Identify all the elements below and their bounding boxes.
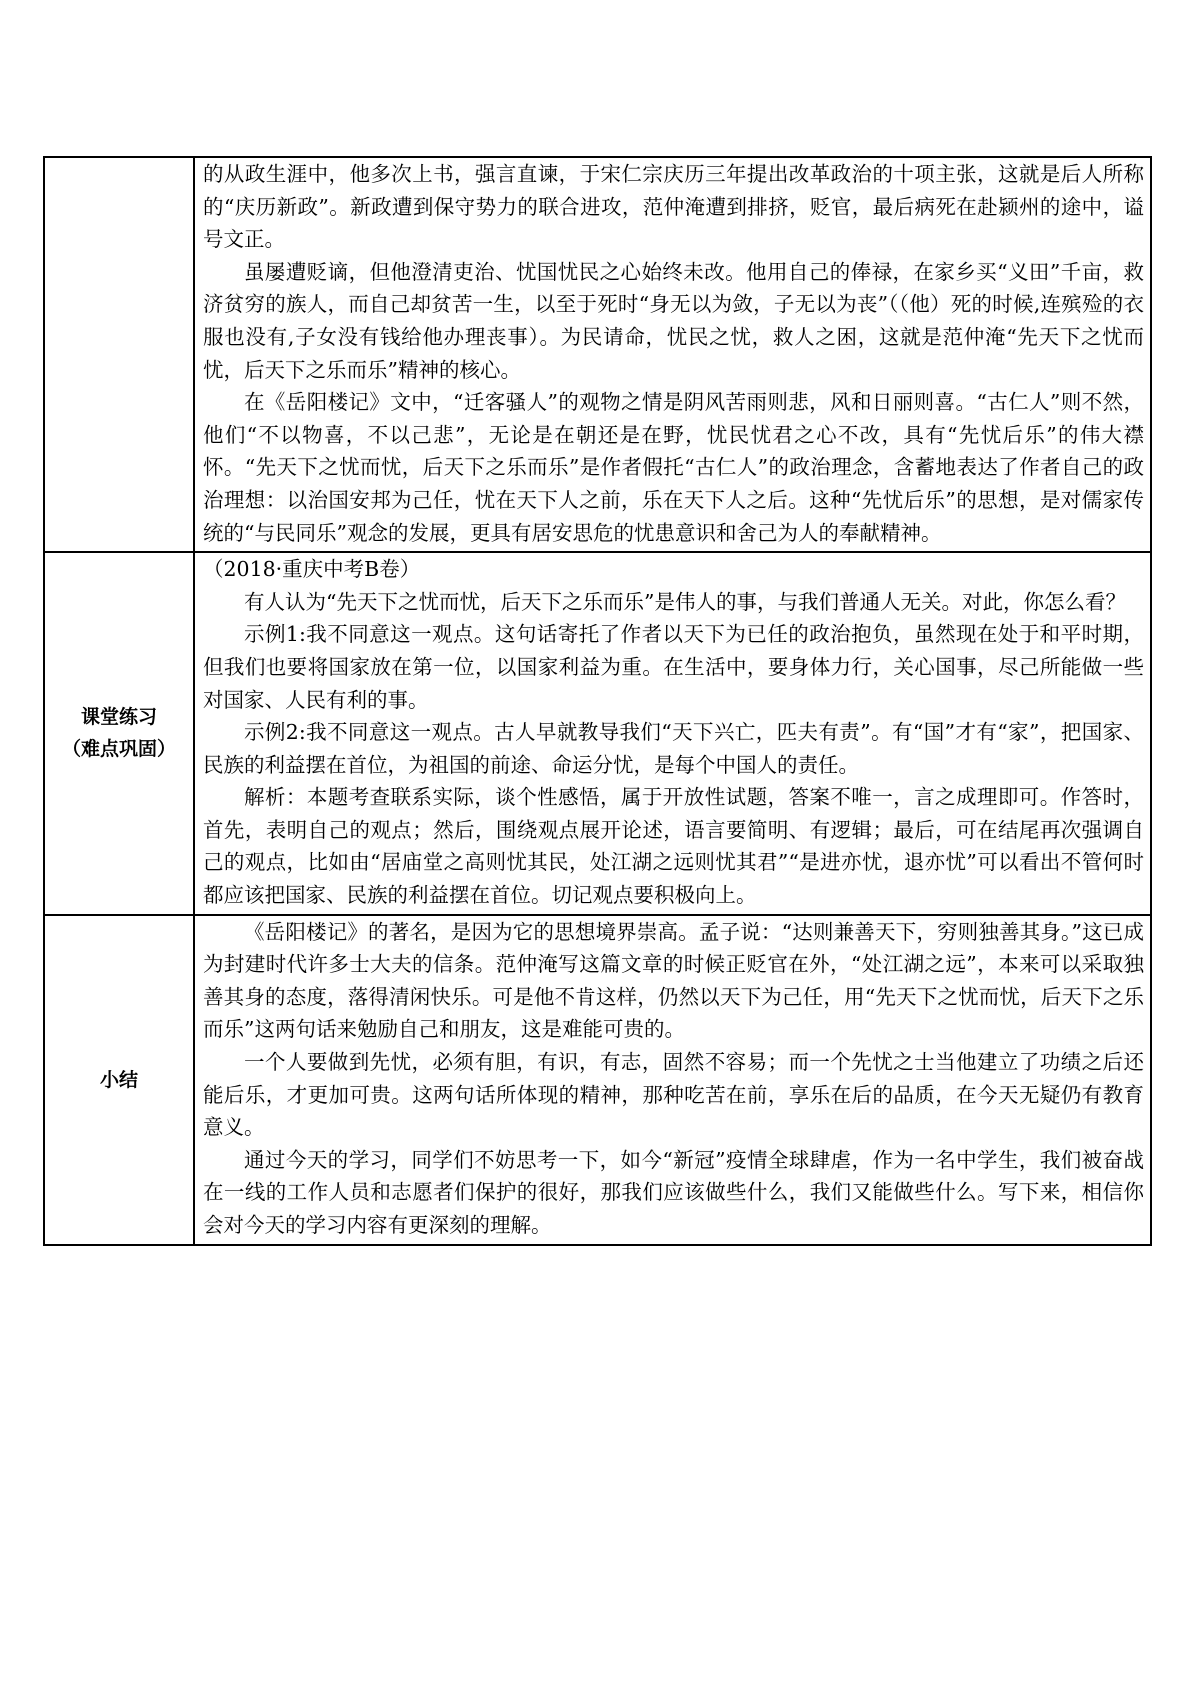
row-label-cell (44, 552, 194, 915)
paragraph: （2018·重庆中考B卷） (203, 557, 421, 582)
paragraph: 一个人要做到先忧，必须有胆，有识，有志，固然不容易；而一个先忧之士当他建立了功绩之后还能后乐，才更加可贵。这两句话所体现的精神，那种吃苦在前，享乐在后的品质，在今天无疑仍有教育意义。 (203, 1050, 1144, 1140)
lesson-table (43, 156, 1152, 1246)
table-row (44, 157, 1151, 552)
table-row (44, 552, 1151, 915)
paragraph: 虽屡遭贬谪，但他澄清吏治、忧国忧民之心始终未改。他用自己的俸禄，在家乡买“义田”千亩，救济贫穷的族人，而自己却贫苦一生，以至于死时“身无以为敛，子无以为丧”（（他）死的时候,连殡殓的衣服也没有,子女没有钱给他办理丧事）。为民请命，忧民之忧，救人之困，这就是范仲淹“先天下之忧而忧，后天下之乐而乐”精神的核心。 (203, 259, 1144, 382)
section-label: 课堂练习 (80, 706, 157, 729)
section-label: 小结 (99, 1068, 138, 1091)
row-content-cell (194, 552, 1151, 915)
table-row (44, 915, 1151, 1245)
section-sublabel: （难点巩固） (61, 738, 176, 761)
paragraph: 《岳阳楼记》的著名，是因为它的思想境界崇高。孟子说：“达则兼善天下，穷则独善其身。”这已成为封建时代许多士大夫的信条。范仲淹写这篇文章的时候正贬官在外，“处江湖之远”，本来可以采取独善其身的态度，落得清闲快乐。可是他不肯这样，仍然以天下为己任，用“先天下之忧而忧，后天下之乐而乐”这两句话来勉励自己和朋友，这是难能可贵的。 (203, 919, 1144, 1042)
paragraph: 有人认为“先天下之忧而忧，后天下之乐而乐”是伟人的事，与我们普通人无关。对此，你怎么看？ (244, 589, 1126, 614)
paragraph: 解析：本题考查联系实际，谈个性感悟，属于开放性试题，答案不唯一，言之成理即可。作答时，首先，表明自己的观点；然后，围绕观点展开论述，语言要简明、有逻辑；最后，可在结尾再次强调自己的观点，比如由“居庙堂之高则忧其民，处江湖之远则忧其君”“是进亦忧，退亦忧”可以看出不管何时都应该把国家、民族的利益摆在首位。切记观点要积极向上。 (203, 785, 1144, 908)
row-content-cell (194, 157, 1151, 552)
row-label-cell (44, 157, 194, 552)
row-label-cell (44, 915, 194, 1245)
paragraph: 示例2:我不同意这一观点。古人早就教导我们“天下兴亡，匹夫有责”。有“国”才有“家”，把国家、民族的利益摆在首位，为祖国的前途、命运分忧，是每个中国人的责任。 (203, 720, 1144, 777)
paragraph: 示例1:我不同意这一观点。这句话寄托了作者以天下为已任的政治抱负，虽然现在处于和平时期，但我们也要将国家放在第一位，以国家利益为重。在生活中，要身体力行，关心国事，尽己所能做一些对国家、人民有利的事。 (203, 622, 1144, 712)
paragraph: 通过今天的学习，同学们不妨思考一下，如今“新冠”疫情全球肆虐，作为一名中学生，我们被奋战在一线的工作人员和志愿者们保护的很好，那我们应该做些什么，我们又能做些什么。写下来，相信你会对今天的学习内容有更深刻的理解。 (203, 1147, 1144, 1237)
paragraph: 在《岳阳楼记》文中，“迁客骚人”的观物之情是阴风苦雨则悲，风和日丽则喜。“古仁人”则不然，他们“不以物喜，不以己悲”，无论是在朝还是在野，忧民忧君之心不改，具有“先忧后乐”的伟大襟怀。“先天下之忧而忧，后天下之乐而乐”是作者假托“古仁人”的政治理念，含蓄地表达了作者自己的政治理想：以治国安邦为己任，忧在天下人之前，乐在天下人之后。这种“先忧后乐”的思想，是对儒家传统的“与民同乐”观念的发展，更具有居安思危的忧患意识和舍己为人的奉献精神。 (203, 390, 1144, 545)
row-content-cell (194, 915, 1151, 1245)
paragraph: 的从政生涯中，他多次上书，强言直谏，于宋仁宗庆历三年提出改革政治的十项主张，这就是后人所称的“庆历新政”。新政遭到保守势力的联合进攻，范仲淹遭到排挤，贬官，最后病死在赴颍州的途中，谥号文正。 (203, 162, 1144, 252)
